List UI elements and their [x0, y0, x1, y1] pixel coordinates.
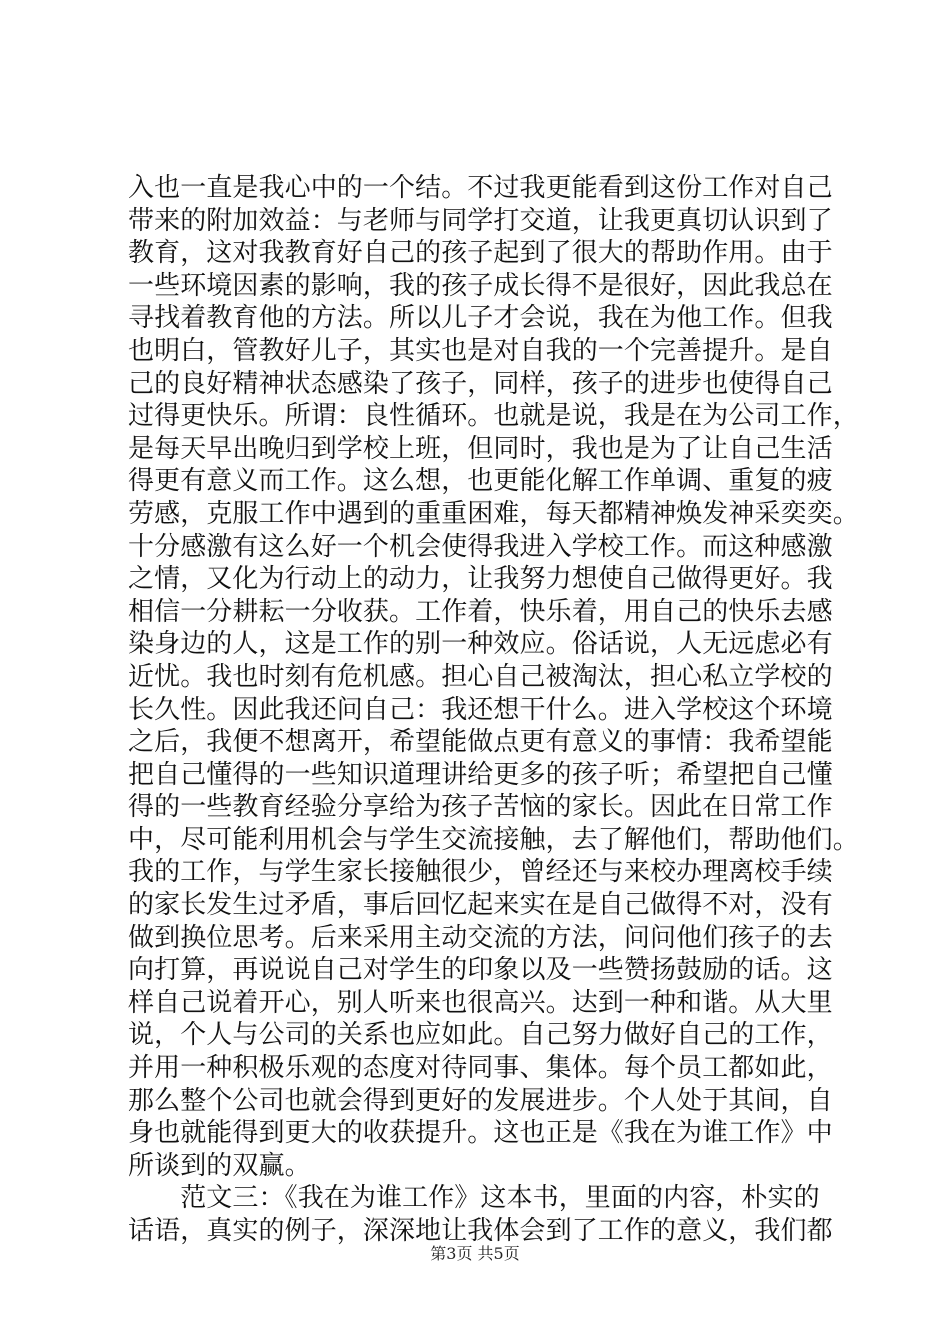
- text-line: 是每天早出晚归到学校上班，但同时，我也是为了让自己生活: [128, 433, 833, 464]
- text-line: 范文三：《我在为谁工作》这本书，里面的内容，朴实的: [128, 1183, 820, 1214]
- text-line: 话语，真实的例子，深深地让我体会到了工作的意义，我们都: [128, 1216, 833, 1246]
- text-line: 近忧。我也时刻有危机感。担心自己被淘汰，担心私立学校的: [128, 661, 833, 692]
- text-line: 教育，这对我教育好自己的孩子起到了很大的帮助作用。由于: [128, 238, 833, 269]
- text-line: 之后，我便不想离开，希望能做点更有意义的事情：我希望能: [128, 727, 833, 758]
- text-line: 相信一分耕耘一分收获。工作着，快乐着，用自己的快乐去感: [128, 596, 833, 627]
- text-line: 样自己说着开心，别人听来也很高兴。达到一种和谐。从大里: [128, 987, 833, 1018]
- text-line: 做到换位思考。后来采用主动交流的方法，问问他们孩子的去: [128, 922, 833, 953]
- page-footer: [0, 1244, 950, 1264]
- text-line: 所谈到的双赢。: [128, 1150, 311, 1181]
- text-line: 得更有意义而工作。这么想，也更能化解工作单调、重复的疲: [128, 466, 833, 497]
- text-line: 中，尽可能利用机会与学生交流接触，去了解他们，帮助他们。: [128, 824, 859, 855]
- text-line: 带来的附加效益：与老师与同学打交道，让我更真切认识到了: [128, 205, 833, 236]
- text-line: 一些环境因素的影响，我的孩子成长得不是很好，因此我总在: [128, 270, 833, 301]
- text-line: 长久性。因此我还问自己：我还想干什么。进入学校这个环境: [128, 694, 833, 725]
- text-line: 劳感，克服工作中遇到的重重困难，每天都精神焕发神采奕奕。: [128, 498, 859, 529]
- text-line: 得的一些教育经验分享给为孩子苦恼的家长。因此在日常工作: [128, 792, 833, 823]
- text-line: 己的良好精神状态感染了孩子，同样，孩子的进步也使得自己: [128, 368, 833, 399]
- text-line: 十分感激有这么好一个机会使得我进入学校工作。而这种感激: [128, 531, 833, 562]
- text-line: 并用一种积极乐观的态度对待同事、集体。每个员工都如此，: [128, 1053, 833, 1084]
- text-line: 那么整个公司也就会得到更好的发展进步。个人处于其间，自: [128, 1085, 833, 1116]
- body-text: [128, 172, 859, 1248]
- text-line: 的家长发生过矛盾，事后回忆起来实在是自己做得不对，没有: [128, 890, 833, 921]
- text-line: 也明白，管教好儿子，其实也是对自我的一个完善提升。是自: [128, 335, 833, 366]
- text-line: 说，个人与公司的关系也应如此。自己努力做好自己的工作，: [128, 1020, 833, 1051]
- text-line: 向打算，再说说自己对学生的印象以及一些赞扬鼓励的话。这: [128, 955, 833, 986]
- text-line: 身也就能得到更大的收获提升。这也正是《我在为谁工作》中: [128, 1118, 833, 1149]
- page-number-label: 第3页 共5页: [430, 1244, 520, 1263]
- text-line: 入也一直是我心中的一个结。不过我更能看到这份工作对自己: [128, 173, 833, 203]
- text-line: 之情，又化为行动上的动力，让我努力想使自己做得更好。我: [128, 564, 833, 595]
- text-line: 把自己懂得的一些知识道理讲给更多的孩子听；希望把自己懂: [128, 759, 833, 790]
- text-line: 我的工作，与学生家长接触很少，曾经还与来校办理离校手续: [128, 857, 833, 888]
- text-line: 过得更快乐。所谓：良性循环。也就是说，我是在为公司工作，: [128, 401, 859, 432]
- text-line: 染身边的人，这是工作的别一种效应。俗话说，人无远虑必有: [128, 629, 833, 660]
- text-line: 寻找着教育他的方法。所以儿子才会说，我在为他工作。但我: [128, 303, 833, 334]
